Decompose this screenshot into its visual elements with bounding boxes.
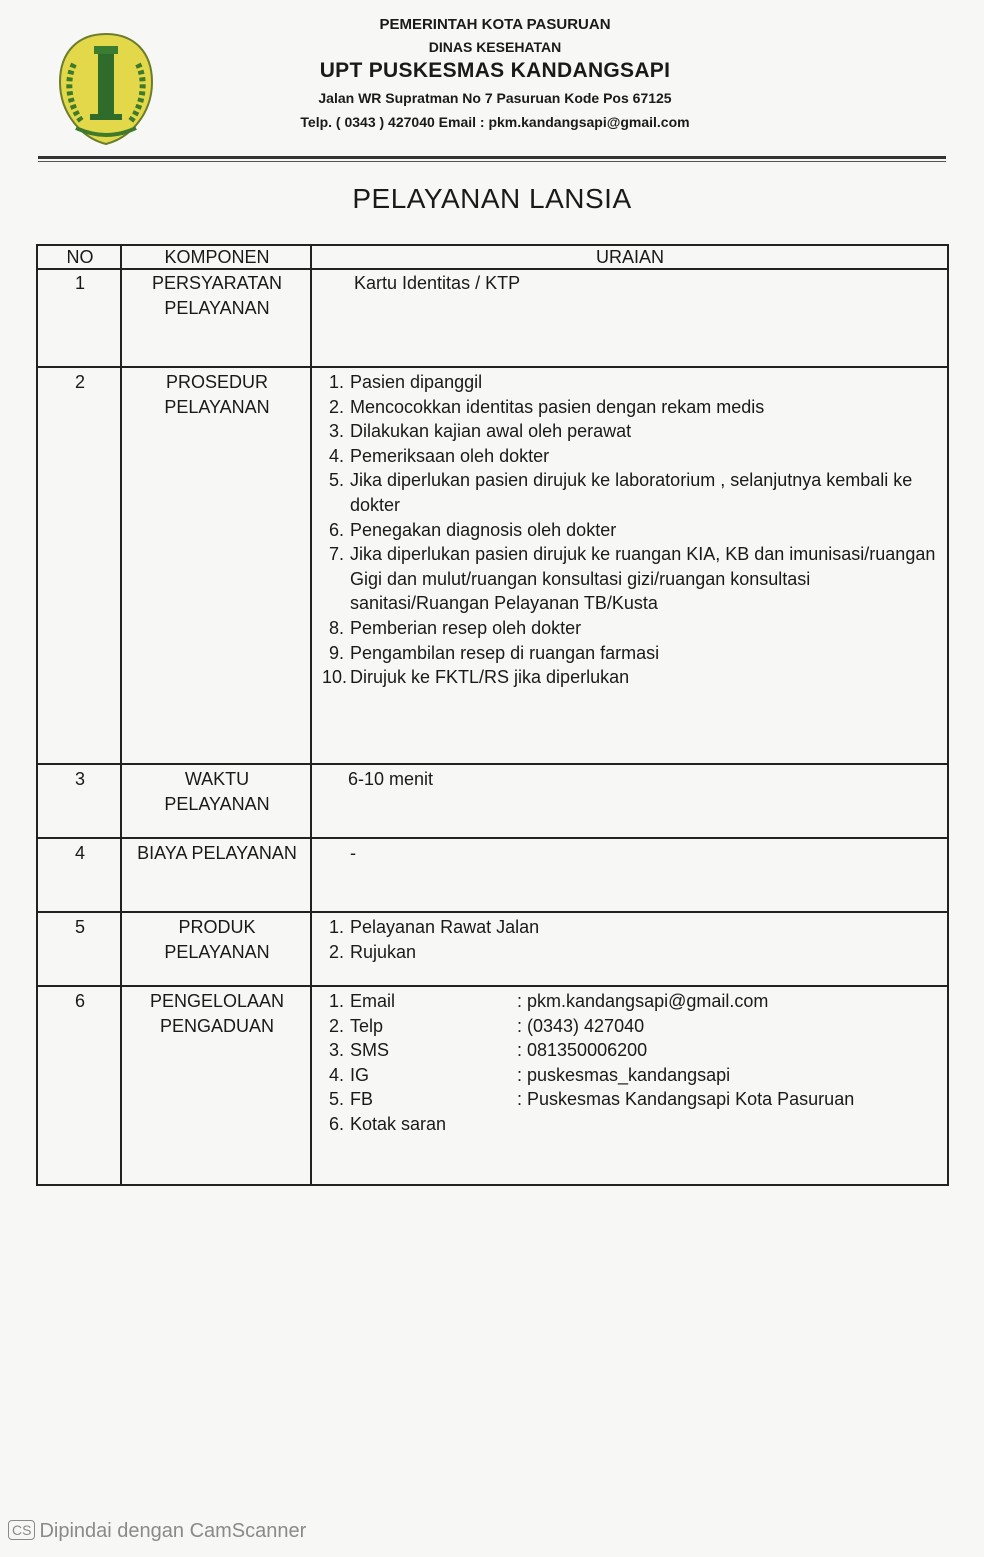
component-label [122, 841, 312, 866]
component-label-line: WAKTU [184, 769, 250, 789]
department-name: DINAS KESEHATAN [428, 39, 562, 55]
scanner-watermark [8, 1520, 306, 1543]
camscanner-icon: CS [8, 1520, 35, 1540]
row-divider [38, 837, 947, 839]
component-label-line: PENGADUAN [159, 1015, 275, 1036]
row-divider [38, 763, 947, 765]
header-komponen: KOMPONEN [164, 247, 270, 267]
component-label-line: PROSEDUR [165, 372, 268, 392]
contact-row: 6. Kotak saran [328, 1113, 447, 1134]
document-title: PELAYANAN LANSIA [352, 183, 632, 214]
component-label-line: PELAYANAN [164, 396, 270, 417]
service-time-text: 6-10 menit [348, 769, 434, 789]
component-label-line: PELAYANAN [164, 297, 270, 318]
row-divider [38, 366, 947, 368]
component-label [122, 767, 312, 816]
component-label [122, 370, 312, 419]
list-item: 1. Pelayanan Rawat Jalan [328, 917, 540, 937]
component-label-line: PELAYANAN [164, 941, 270, 962]
row-number: 1 [74, 273, 85, 293]
header-no: NO [66, 247, 94, 267]
component-label [122, 989, 312, 1038]
list-item: 9. Pengambilan resep di ruangan farmasi [328, 642, 660, 663]
product-list [314, 915, 944, 964]
government-name: PEMERINTAH KOTA PASURUAN [379, 16, 611, 33]
list-item: 7. Jika diperlukan pasien dirujuk ke ruangan KIA, KB dan imunisasi/ruangan Gigi dan mulut/ruangan konsultasi gizi/ruangan konsultasi sanitasi/Ruangan Pelayanan TB/Kusta [328, 544, 936, 614]
row-divider [38, 911, 947, 913]
contact-row: 3. SMS : 081350006200 [328, 1040, 648, 1061]
contact-row: 2. Telp : (0343) 427040 [328, 1015, 645, 1036]
list-item: 4. Pemeriksaan oleh dokter [328, 445, 550, 466]
row-divider [38, 985, 947, 987]
requirements-text: Kartu Identitas / KTP [354, 273, 521, 293]
header-uraian: URAIAN [595, 247, 664, 267]
letterhead-divider-thin [38, 161, 946, 162]
contact-row: 4. IG : puskesmas_kandangsapi [328, 1064, 731, 1085]
institution-name: UPT PUSKESMAS KANDANGSAPI [319, 59, 671, 82]
list-item: 8. Pemberian resep oleh dokter [328, 617, 582, 638]
row-number: 2 [74, 372, 85, 392]
row-number: 5 [74, 917, 85, 937]
list-item: 5. Jika diperlukan pasien dirujuk ke laboratorium , selanjutnya kembali ke dokter [328, 470, 913, 515]
component-label-line: PELAYANAN [164, 793, 270, 814]
list-item: 2. Rujukan [328, 941, 417, 962]
list-item: 10. Dirujuk ke FKTL/RS jika diperlukan [322, 667, 630, 688]
contact-row: 5. FB : Puskesmas Kandangsapi Kota Pasuruan [328, 1089, 855, 1110]
complaint-contacts [314, 989, 944, 1137]
component-label-line: PENGELOLAAN [149, 991, 285, 1011]
row-number: 3 [74, 769, 85, 789]
service-cost-text: - [350, 843, 356, 863]
component-label-line: PERSYARATAN [151, 273, 283, 293]
contact-line: Telp. ( 0343 ) 427040 Email : pkm.kandangsapi@gmail.com [300, 114, 690, 130]
letterhead-divider [38, 156, 946, 159]
component-label [122, 915, 312, 964]
contact-row: 1. Email : pkm.kandangsapi@gmail.com [328, 991, 769, 1011]
service-table [36, 244, 949, 1186]
component-label [122, 271, 312, 320]
list-item: 3. Dilakukan kajian awal oleh perawat [328, 421, 632, 442]
component-label-line: PRODUK [178, 917, 256, 937]
list-item: 2. Mencocokkan identitas pasien dengan rekam medis [328, 396, 765, 417]
row-number: 4 [74, 843, 85, 863]
row-number: 6 [74, 991, 85, 1011]
watermark-text: Dipindai dengan CamScanner [39, 1520, 307, 1542]
procedure-list [314, 370, 944, 690]
address: Jalan WR Supratman No 7 Pasuruan Kode Pos 67125 [318, 90, 672, 106]
list-item: 6. Penegakan diagnosis oleh dokter [328, 519, 617, 540]
list-item: 1. Pasien dipanggil [328, 372, 483, 392]
city-emblem-logo [56, 30, 156, 148]
component-label-line: BIAYA PELAYANAN [137, 843, 297, 863]
